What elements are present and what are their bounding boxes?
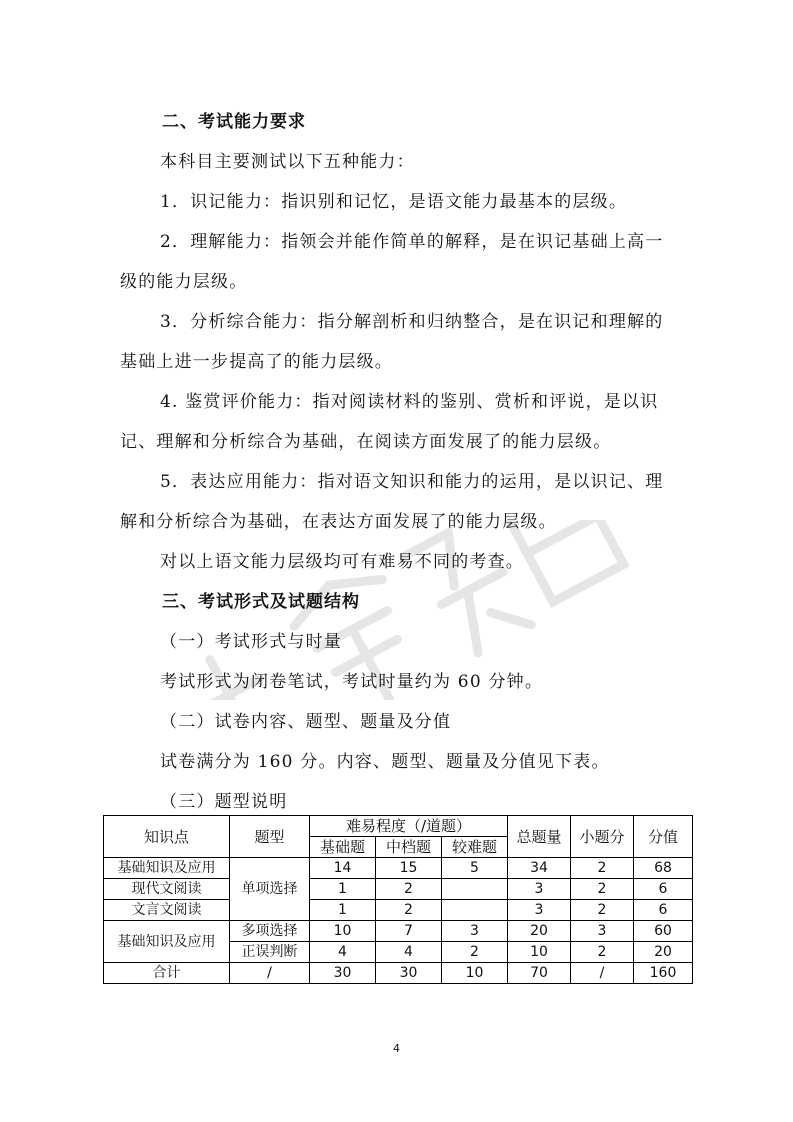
subheading-content: （二）试卷内容、题型、题量及分值 <box>160 712 452 732</box>
header-type: 题型 <box>230 816 310 858</box>
table-row <box>104 921 693 942</box>
cell-sum-total: 70 <box>508 963 571 984</box>
cell-medium: 7 <box>376 921 442 942</box>
cell-sum-score: 160 <box>634 963 693 984</box>
cell-knowledge: 文言文阅读 <box>104 900 230 921</box>
cell-knowledge: 基础知识及应用 <box>104 921 230 963</box>
cell-medium: 2 <box>376 900 442 921</box>
cell-hard: 2 <box>442 942 508 963</box>
subheading-format-time: （一）考试形式与时量 <box>160 632 342 652</box>
cell-medium: 2 <box>376 879 442 900</box>
table-header-row <box>104 816 693 837</box>
header-hard: 较难题 <box>442 837 508 858</box>
section-heading-format: 三、考试形式及试题结构 <box>162 592 360 612</box>
header-each: 小题分 <box>571 816 634 858</box>
table-row <box>104 858 693 879</box>
cell-knowledge: 现代文阅读 <box>104 879 230 900</box>
cell-hard <box>442 879 508 900</box>
cell-hard: 3 <box>442 921 508 942</box>
paragraph-ability-5-cont: 解和分析综合为基础，在表达方面发展了的能力层级。 <box>120 512 557 532</box>
cell-each: 2 <box>571 858 634 879</box>
cell-basic: 4 <box>310 942 376 963</box>
cell-medium: 15 <box>376 858 442 879</box>
paragraph-ability-5: 5．表达应用能力：指对语文知识和能力的运用，是以识记、理 <box>160 472 664 492</box>
paragraph-summary: 对以上语文能力层级均可有难易不同的考查。 <box>160 552 524 572</box>
header-basic: 基础题 <box>310 837 376 858</box>
header-medium: 中档题 <box>376 837 442 858</box>
cell-each: 2 <box>571 900 634 921</box>
cell-sum-basic: 30 <box>310 963 376 984</box>
cell-each: 3 <box>571 921 634 942</box>
paragraph-content: 试卷满分为 160 分。内容、题型、题量及分值见下表。 <box>160 752 610 772</box>
cell-score: 6 <box>634 900 693 921</box>
paragraph-ability-4: 4. 鉴赏评价能力：指对阅读材料的鉴别、赏析和评说，是以识 <box>160 392 659 412</box>
cell-sum-label: 合计 <box>104 963 230 984</box>
cell-type-single-choice: 单项选择 <box>230 858 310 921</box>
cell-sum-medium: 30 <box>376 963 442 984</box>
cell-score: 20 <box>634 942 693 963</box>
paragraph-ability-2: 2．理解能力：指领会并能作简单的解释，是在识记基础上高一 <box>160 232 664 252</box>
cell-hard: 5 <box>442 858 508 879</box>
cell-total: 3 <box>508 879 571 900</box>
cell-type: 多项选择 <box>230 921 310 942</box>
header-total: 总题量 <box>508 816 571 858</box>
subheading-question-types: （三）题型说明 <box>160 792 288 812</box>
table-total-row <box>104 963 693 984</box>
paragraph-ability-1: 1．识记能力：指识别和记忆，是语文能力最基本的层级。 <box>160 192 628 212</box>
header-score: 分值 <box>634 816 693 858</box>
cell-knowledge: 基础知识及应用 <box>104 858 230 879</box>
table-row <box>104 879 693 900</box>
cell-total: 3 <box>508 900 571 921</box>
header-knowledge: 知识点 <box>104 816 230 858</box>
cell-hard <box>442 900 508 921</box>
section-heading-ability: 二、考试能力要求 <box>162 112 306 132</box>
cell-score: 68 <box>634 858 693 879</box>
cell-each: 2 <box>571 879 634 900</box>
paragraph-ability-3-cont: 基础上进一步提高了的能力层级。 <box>120 352 393 372</box>
cell-each: 2 <box>571 942 634 963</box>
cell-total: 10 <box>508 942 571 963</box>
paragraph-ability-3: 3．分析综合能力：指分解剖析和归纳整合，是在识记和理解的 <box>160 312 664 332</box>
cell-basic: 10 <box>310 921 376 942</box>
paragraph-intro: 本科目主要测试以下五种能力： <box>160 152 415 172</box>
cell-type: 正误判断 <box>230 942 310 963</box>
cell-total: 20 <box>508 921 571 942</box>
cell-basic: 1 <box>310 879 376 900</box>
cell-sum-each: / <box>571 963 634 984</box>
cell-score: 6 <box>634 879 693 900</box>
table-row <box>104 900 693 921</box>
paragraph-ability-2-cont: 级的能力层级。 <box>120 272 248 292</box>
cell-medium: 4 <box>376 942 442 963</box>
paragraph-format-time: 考试形式为闭卷笔试，考试时量约为 60 分钟。 <box>160 672 544 692</box>
cell-total: 34 <box>508 858 571 879</box>
header-difficulty: 难易程度（/道题） <box>310 816 508 837</box>
cell-sum-type: / <box>230 963 310 984</box>
paragraph-ability-4-cont: 记、理解和分析综合为基础，在阅读方面发展了的能力层级。 <box>120 432 612 452</box>
page-number: 4 <box>393 1042 400 1055</box>
cell-score: 60 <box>634 921 693 942</box>
cell-sum-hard: 10 <box>442 963 508 984</box>
cell-basic: 14 <box>310 858 376 879</box>
score-table <box>103 815 693 984</box>
cell-basic: 1 <box>310 900 376 921</box>
